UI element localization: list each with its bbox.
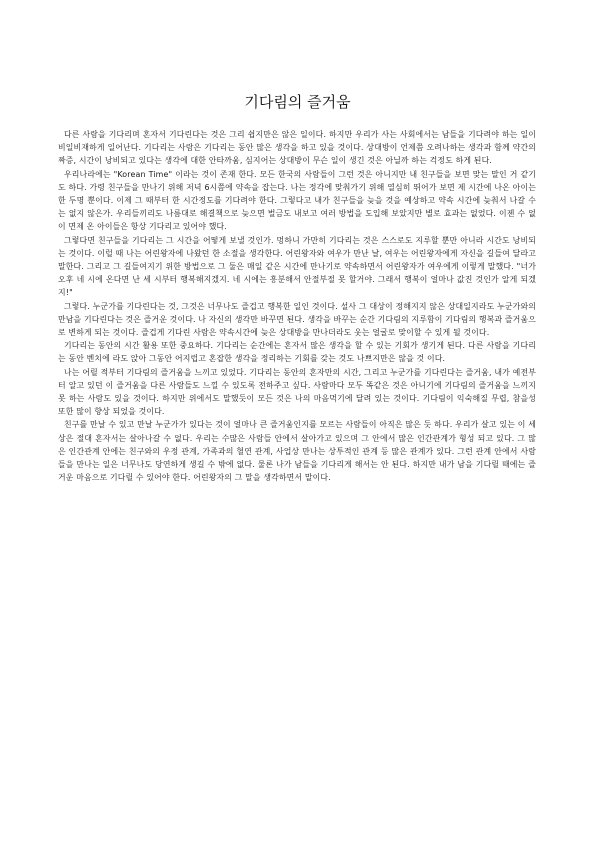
document-body <box>58 128 536 484</box>
paragraph-3: 그렇다면 친구들을 기다리는 그 시간을 어떻게 보낼 것인가. 멍하니 가만히 기다리는 것은 스스로도 지루할 뿐만 아니라 시간도 낭비되는 것이다. 이럴 때 나는 어린왕자에 나왔던 한 소절을 생각한다. 어린왕자와 여우가 만난 날, 여우는 어린왕자에게 자신을 길들여 달라고 말한다. 그리고 그 길들여지기 위한 방법으로 그 둘은 매일 같은 시간에 만나기로 약속하면서 어린왕자가 여우에게 이렇게 말했다. "너가 오후 네 시에 온다면 난 세 시부터 행복해지겠지. 네 시에는 흥분해서 안절부절 못 할거야. 그래서 행복이 얼마나 값진 것인가 알게 되겠지!" <box>58 235 536 298</box>
paragraph-2: 우리나라에는 "Korean Time" 이라는 것이 존재 한다. 모든 한국의 사람들이 그런 것은 아니지만 내 친구들을 보면 맞는 말인 거 같기도 하다. 가령 친구들을 만나기 위해 저녁 6시쯤에 약속을 잡는다. 나는 정각에 맞춰가기 위해 열심히 뛰어가 보면 제 시간에 나온 아이는 한 두명 뿐이다. 이제 그 때부터 한 시간정도를 기다려야 한다. 그렇다고 내가 친구들을 늦을 것을 예상하고 약속 시간에 늦춰서 나갈 수는 없지 않은가. 우리들끼리도 나름대로 해결책으로 늦으면 벌금도 내보고 여러 방법을 도입해 보았지만 별로 효과는 없었다. 이젠 수 없이 면제 온 아이들은 항상 기다리고 있어야 했다. <box>58 169 536 232</box>
paragraph-5: 기다리는 동안의 시간 활용 또한 중요하다. 기다리는 순간에는 혼자서 많은 생각을 할 수 있는 기회가 생기게 된다. 다른 사람을 기다리는 동안 벤치에 라도 앉아 그동안 어지럽고 혼잡한 생각을 정리하는 기회를 갖는 것도 나쁘지만은 않을 것 이다. <box>58 341 536 364</box>
paragraph-1: 다른 사람을 기다리며 혼자서 기다린다는 것은 그리 쉽지만은 않은 일이다. 하지만 우리가 사는 사회에서는 남들을 기다려야 하는 일이 비일비재하게 일어난다. 기다리는 사람은 기다리는 동안 많은 생각을 하고 있을 것이다. 상대방이 언제쯤 오려나하는 생각과 함께 약간의 짜증, 시간이 낭비되고 있다는 생각에 대한 안타까움, 심지어는 상대방이 무슨 일이 생긴 것은 아닐까 하는 걱정도 하게 된다. <box>58 130 536 166</box>
paragraph-4: 그렇다. 누군가를 기다린다는 것, 그것은 너무나도 즐겁고 행복한 일인 것이다. 설사 그 대상이 정해지지 않은 상대일지라도 누군가와의 만남을 기다린다는 것은 즐거운 것이다. 나 자신의 생각만 바꾸면 된다. 생각을 바꾸는 순간 기다림의 지루함이 기다림의 행복과 즐거움으로 변하게 되는 것이다. 즐겁게 기다린 사람은 약속시간에 늦은 상대방을 만나더라도 웃는 얼굴로 맞이할 수 있게 될 것이다. <box>58 301 536 338</box>
paragraph-7: 친구를 만날 수 있고 만날 누군가가 있다는 것이 얼마나 큰 즐거움인지를 모르는 사람들이 아직은 많은 듯 하다. 우리가 살고 있는 이 세상은 절대 혼자서는 살아나갈 수 없다. 우리는 수많은 사람들 안에서 살아가고 있으며 그 안에서 많은 인간관계가 형성 되고 있다. 그 많은 인간관계 안에는 친구와의 우정 관계, 가족과의 혈연 관계, 사업상 만나는 상투적인 관계 등 많은 관계가 있다. 그런 관계 안에서 사람들을 만나는 일은 너무나도 당연하게 생길 수 밖에 없다. 물론 나가 남들을 기다리게 해서는 안 된다. 하지만 내가 남을 기다릴 때에는 즐거운 마음으로 기다릴 수 있어야 한다. 어린왕자의 그 말을 생각하면서 말이다. <box>58 420 536 483</box>
document-title: 기다림의 즐거움 <box>244 93 351 111</box>
paragraph-6: 나는 어릴 적부터 기다림의 즐거움을 느끼고 있었다. 기다리는 동안의 혼자만의 시간, 그리고 누군가를 기다린다는 즐거움, 내가 예전부터 알고 있던 이 즐거움을 다른 사람들도 느낄 수 있도록 전하주고 싶다. 사람마다 모두 똑같은 것은 아니기에 기다림의 즐거움을 느끼지 못 하는 사람도 있을 것이다. 하지만 위에서도 말했듯이 모든 것은 나의 마음먹기에 달려 있는 것이다. 기다림이 익숙해질 무렵, 참을성 또한 많이 향상 되었을 것이다. <box>58 367 536 417</box>
